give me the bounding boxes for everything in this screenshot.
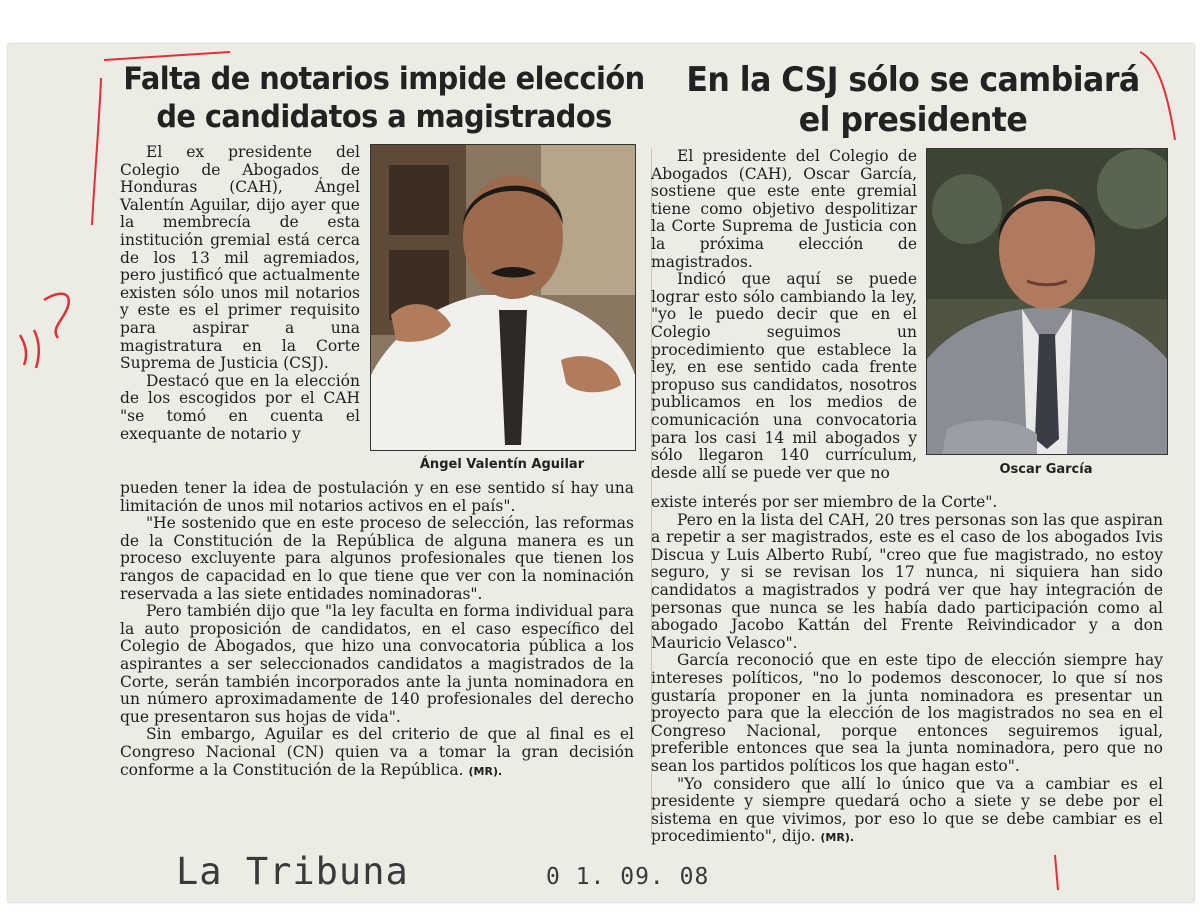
caption-angel-valentin-aguilar: Ángel Valentín Aguilar	[419, 457, 585, 472]
right-column-full	[651, 494, 1163, 847]
left-column-full	[120, 480, 634, 780]
left-paragraph-4: Pero también dijo que "la ley faculta en forma individual para la auto proposición de candidatos, en el caso específico del Colegio de Abogados, que hizo una convocatoria pública a los aspirantes a ser seleccionados candidatos a magistrados de la Corte, serán también incorporados ante la junta nominadora en un número aproximadamente de 140 profesionales del derecho que presentaron sus hojas de vida".	[120, 602, 634, 726]
right-headline: En la CSJ sólo se cambiará el presidente	[686, 60, 1140, 140]
caption-oscar-garcia: Oscar García	[999, 462, 1093, 477]
left-paragraph-5	[120, 726, 634, 780]
left-paragraph-2: Destacó que en la elección de los escogidos por el CAH "se tomó en cuenta el exequante de notario y	[120, 371, 360, 443]
left-paragraph-2-cont: pueden tener la idea de postulación y en ese sentido sí hay una limitación de unos mil notarios activos en el país".	[120, 479, 634, 515]
right-paragraph-2-cont: existe interés por ser miembro de la Corte".	[651, 493, 998, 511]
left-column-wrap	[120, 144, 360, 443]
photo-angel-valentin-aguilar	[370, 144, 636, 451]
left-signature: (MR).	[468, 764, 503, 778]
left-paragraph-5-text: Sin embargo, Aguilar es del criterio de que al final es el Congreso Nacional (CN) quien va a tomar la gran decisión conforme a la Constitución de la República.	[120, 725, 634, 779]
right-paragraph-3: Pero en la lista del CAH, 20 tres personas son las que aspiran a repetir a ser magistrados, este es el caso de los abogados Ivis Discua y Luis Alberto Rubí, "creo que fue magistrado, no estoy seguro, y si se revisan los 17 nunca, ni siquiera han sido candidatos a magistrados y podrá ver que hay integración de personas que nunca se les había dado participación como al abogado Jacobo Kattán del Frente Reivindicador y a don Mauricio Velasco".	[651, 510, 1163, 652]
right-paragraph-5-text: "Yo considero que allí lo único que va a cambiar es el presidente y siempre quedará ocho a siete y se debe por el sistema en que vivimos, por eso lo que se debe cambiar es el procedimiento", dijo.	[651, 774, 1163, 846]
photo-2-graphic	[927, 149, 1167, 454]
right-column-wrap	[651, 148, 917, 482]
right-paragraph-1: El presidente del Colegio de Abogados (CAH), Oscar García, sostiene que este ente gremial tiene como objetivo despolitizar la Corte Suprema de Justicia con la próxima elección de magistrados.	[651, 147, 917, 271]
masthead-la-tribuna: La Tribuna	[176, 850, 409, 893]
photo-oscar-garcia	[926, 148, 1168, 455]
right-paragraph-5	[651, 776, 1163, 847]
date-stamp: 0 1. 09. 08	[546, 864, 710, 890]
right-signature: (MR).	[820, 831, 855, 845]
left-headline: Falta de notarios impide elección de candidatos a magistrados	[123, 61, 645, 135]
right-paragraph-2: Indicó que aquí se puede lograr esto sólo cambiando la ley, "yo le puedo decir que en el Colegio seguimos un procedimiento que establece la ley, en ese sentido cada frente propuso sus candidatos, nosotros publicamos en los medios de comunicación una convocatoria para los casi 14 mil abogados y sólo llegaron 140 currículum, desde allí se puede ver que no	[651, 270, 917, 482]
right-paragraph-4: García reconoció que en este tipo de elección siempre hay intereses políticos, "no lo podemos desconocer, lo que sí nos gustaría proponer en la junta nominadora es presentar un proyecto para que la elección de los magistrados no sea en el Congreso Nacional, porque entonces seguiremos igual, preferible entonces que sea la junta nominadora, pero que no sean los partidos políticos los que hagan esto".	[651, 651, 1163, 775]
left-paragraph-3: "He sostenido que en este proceso de selección, las reformas de la Constitución de la República de alguna manera es un proceso excluyente para algunos profesionales que tienen los rangos de capacidad en lo que tiene que ver con la nominación reservada a las siete entidades nominadoras".	[120, 514, 634, 603]
left-paragraph-1: El ex presidente del Colegio de Abogados de Honduras (CAH), Ángel Valentín Aguilar, dijo ayer que la membrecía de esta institución gremial está cerca de los 13 mil agremiados, pero justificó que actualmente existen sólo unos mil notarios y este es el primer requisito para aspirar a una magistratura en la Corte Suprema de Justicia (CSJ).	[120, 143, 360, 373]
photo-1-graphic	[371, 145, 635, 450]
newspaper-clipping	[8, 44, 1194, 902]
